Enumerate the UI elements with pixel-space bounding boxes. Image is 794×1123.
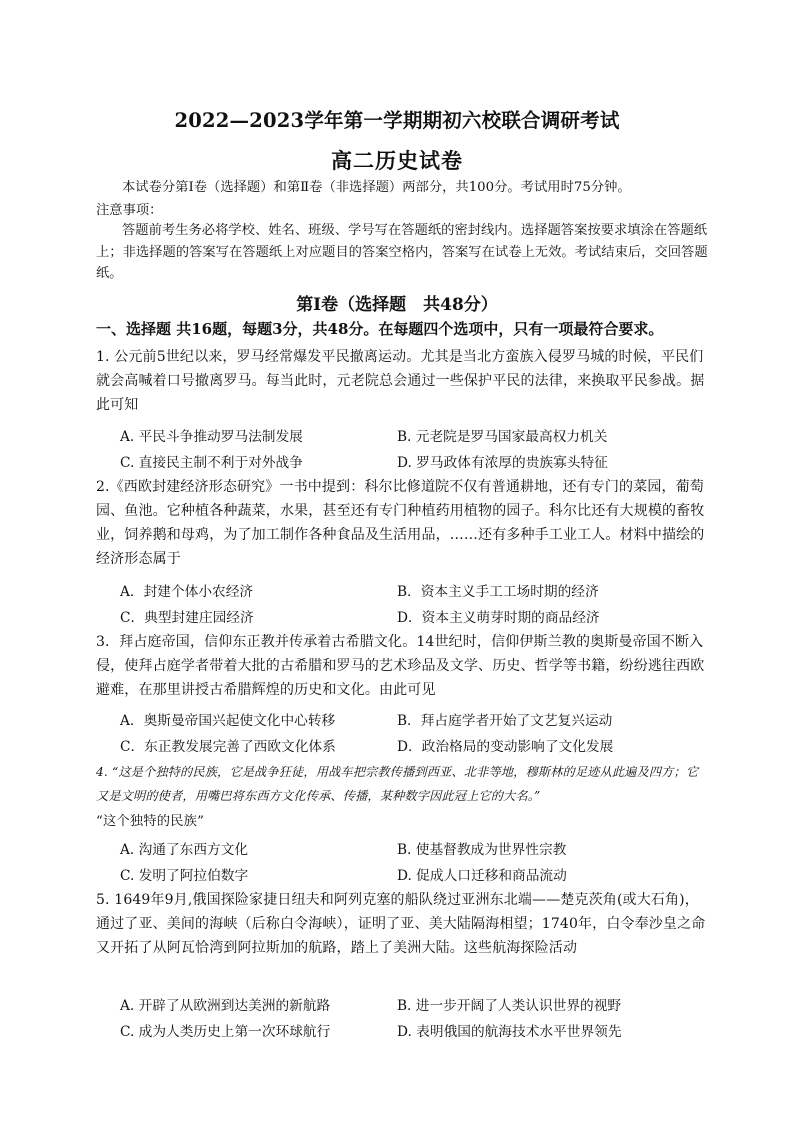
question-2-option-b: B．资本主义手工工场时期的经济 — [397, 584, 599, 600]
question-5-stem: 5. 1649年9月,俄国探险家捷日纽夫和阿列克塞的船队绕过亚洲东北端——楚克茨角(或大石角)，通过了亚、美间的海峡（后称白令海峡），证明了亚、美大陆隔海相望；1740年，白令奉沙皇之命又开拓了从阿瓦恰湾到阿拉斯加的航路，踏上了美洲大陆。这些航海探险活动 — [96, 892, 706, 956]
question-4-tail: “这个独特的民族” — [96, 814, 205, 829]
question-4-option-b: B. 使基督教成为世界性宗教 — [397, 842, 567, 858]
question-1-option-a: A. 平民斗争推动罗马法制发展 — [120, 429, 303, 445]
question-3-option-a: A．奥斯曼帝国兴起使文化中心转移 — [120, 713, 336, 729]
question-2-option-a: A．封建个体小农经济 — [120, 584, 254, 600]
intro-line: 本试卷分第Ⅰ卷（选择题）和第Ⅱ卷（非选择题）两部分，共100分。考试用时75分钟。 — [122, 180, 631, 195]
question-3-option-d: D．政治格局的变动影响了文化发展 — [397, 739, 614, 755]
question-5-option-a: A. 开辟了从欧洲到达美洲的新航路 — [120, 998, 331, 1014]
part-heading: 一、选择题 共16题，每题3分，共48分。在每题四个选项中，只有一项最符合要求。 — [96, 320, 664, 338]
question-5-option-d: D. 表明俄国的航海技术水平世界领先 — [397, 1024, 622, 1040]
notice-body: 答题前考生务必将学校、姓名、班级、学号写在答题纸的密封线内。选择题答案按要求填涂在答题纸上；非选择题的答案写在答题纸上对应题目的答案空格内，答案写在试卷上无效。考试结束后，交回答题纸。 — [96, 223, 708, 281]
section-title: 第Ⅰ卷（选择题 共48分） — [296, 295, 498, 315]
question-3-option-c: C．东正教发展完善了西欧文化体系 — [120, 739, 336, 755]
question-5-option-c: C. 成为人类历史上第一次环球航行 — [120, 1024, 331, 1040]
question-4-option-d: D. 促成人口迁移和商品流动 — [397, 868, 567, 884]
question-4-option-c: C. 发明了阿拉伯数字 — [120, 868, 249, 884]
question-3-stem: 3．拜占庭帝国，信仰东正教并传承着古希腊文化。14世纪时，信仰伊斯兰教的奥斯曼帝国不断入侵，使拜占庭学者带着大批的古希腊和罗马的艺术珍品及文学、历史、哲学等书籍，纷纷逃往西欧避难，在那里讲授古希腊辉煌的历史和文化。由此可见 — [96, 634, 705, 698]
exam-title: 2022—2023学年第一学期期初六校联合调研考试 — [174, 109, 620, 132]
question-2-option-d: D．资本主义萌芽时期的商品经济 — [397, 610, 600, 626]
question-1-stem: 1. 公元前5世纪以来，罗马经常爆发平民撤离运动。尤其是当北方蛮族入侵罗马城的时候，平民们就会高喊着口号撤离罗马。每当此时，元老院总会通过一些保护平民的法律，来换取平民参战。据此可知 — [96, 349, 705, 413]
question-1-option-c: C. 直接民主制不利于对外战争 — [120, 455, 303, 471]
question-2-option-c: C．典型封建庄园经济 — [120, 610, 254, 626]
question-3-option-b: B．拜占庭学者开始了文艺复兴运动 — [397, 713, 613, 729]
exam-subtitle: 高二历史试卷 — [331, 148, 463, 173]
question-4-quote: 4. “这是个独特的民族，它是战争狂徒，用战车把宗教传播到西亚、北非等地，穆斯林的足迹从此遍及四方；它又是文明的使者，用嘴巴将东西方文化传承、传播，某种数字因此冠上它的大名。” — [96, 765, 699, 803]
question-2-stem: 2.《西欧封建经济形态研究》一书中提到：科尔比修道院不仅有普通耕地，还有专门的菜园，葡萄园、鱼池。它种植各种蔬菜，水果，甚至还有专门种植药用植物的园子。科尔比还有大规模的畜牧业，饲养鹅和母鸡，为了加工制作各种食品及生活用品，……还有多种手工业工人。材料中描绘的经济形态属于 — [96, 479, 705, 567]
question-1-option-b: B. 元老院是罗马国家最高权力机关 — [397, 429, 608, 445]
question-1-option-d: D. 罗马政体有浓厚的贵族寡头特征 — [397, 455, 608, 471]
question-5-option-b: B. 进一步开阔了人类认识世界的视野 — [397, 998, 622, 1014]
question-4-option-a: A. 沟通了东西方文化 — [120, 842, 249, 858]
notice-label: 注意事项： — [96, 203, 163, 218]
